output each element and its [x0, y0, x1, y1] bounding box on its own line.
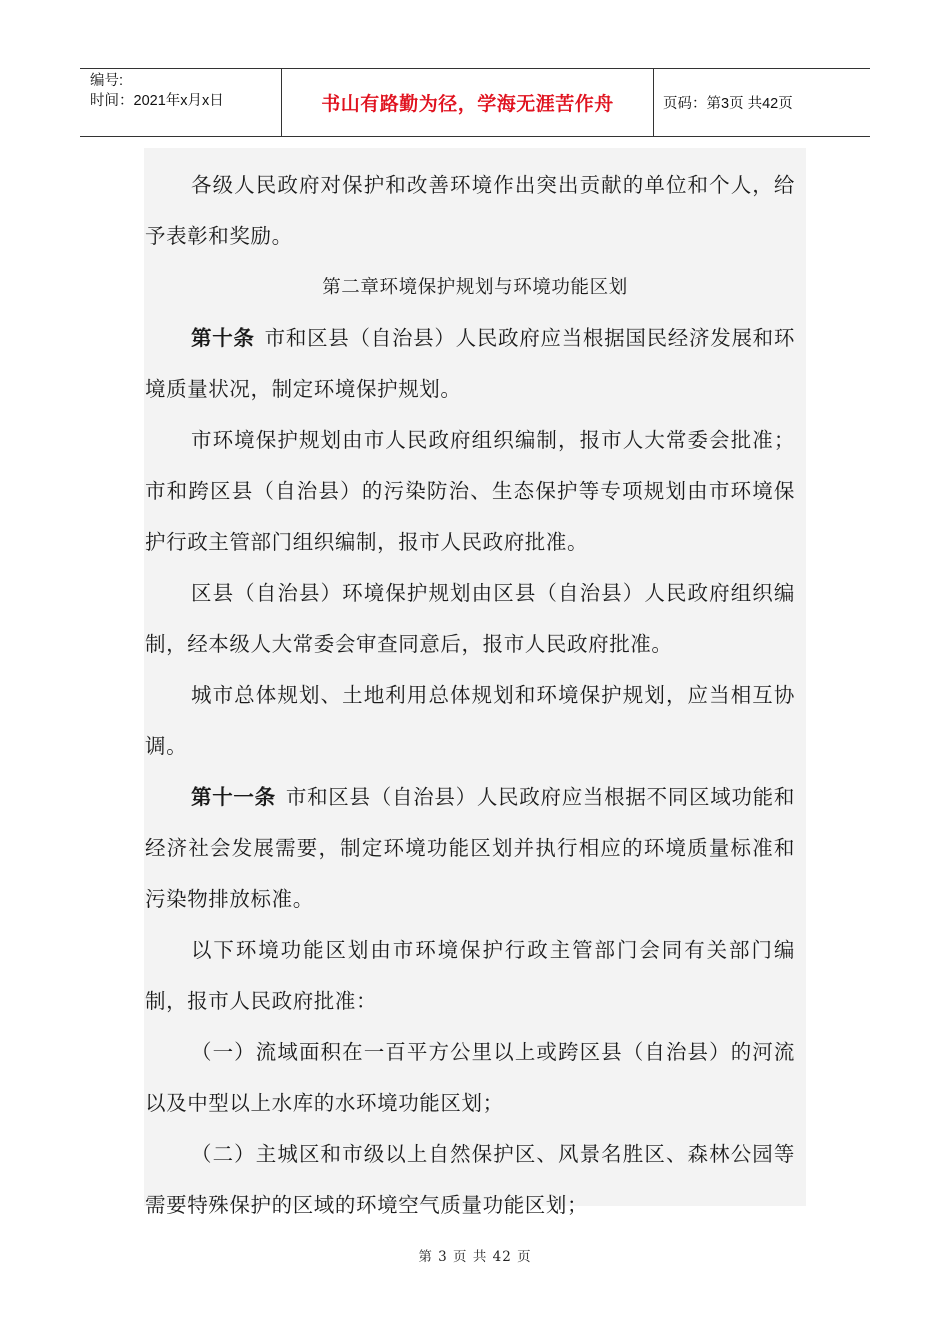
header-motto: 书山有路勤为径，学海无涯苦作舟: [282, 69, 654, 136]
article-11: [145, 772, 795, 925]
article-text: 市和区县（自治县）人民政府应当根据不同区域功能和经济社会发展需要，制定环境功能区划并执行相应的环境质量标准和污染物排放标准。: [145, 785, 795, 911]
list-item: （二）主城区和市级以上自然保护区、风景名胜区、森林公园等需要特殊保护的区域的环境空气质量功能区划；: [145, 1142, 795, 1217]
article-10: [145, 313, 795, 415]
document-header: [80, 68, 870, 137]
list-item: （一）流域面积在一百平方公里以上或跨区县（自治县）的河流以及中型以上水库的水环境功能区划；: [145, 1040, 795, 1115]
number-label: 编号:: [90, 73, 124, 89]
article-heading: 第十一条: [191, 785, 276, 809]
paragraph: 区县（自治县）环境保护规划由区县（自治县）人民政府组织编制，经本级人大常委会审查同意后，报市人民政府批准。: [145, 581, 795, 656]
header-meta: [80, 69, 282, 136]
date-label: 时间：2021年x月x日: [90, 93, 224, 109]
chapter-title: 第二章环境保护规划与环境功能区划: [322, 277, 628, 298]
document-body: [145, 160, 795, 1231]
paragraph: 城市总体规划、土地利用总体规划和环境保护规划，应当相互协调。: [145, 683, 795, 758]
page-footer: 第 3 页 共 42 页: [418, 1249, 532, 1265]
article-text: 市和区县（自治县）人民政府应当根据国民经济发展和环境质量状况，制定环境保护规划。: [145, 326, 795, 401]
article-heading: 第十条: [191, 326, 255, 350]
header-page-info: 页码：第3页 共42页: [663, 96, 793, 112]
paragraph: 以下环境功能区划由市环境保护行政主管部门会同有关部门编制，报市人民政府批准：: [145, 938, 795, 1013]
paragraph: 市环境保护规划由市人民政府组织编制，报市人大常委会批准；市和跨区县（自治县）的污染防治、生态保护等专项规划由市环境保护行政主管部门组织编制，报市人民政府批准。: [145, 428, 795, 554]
paragraph: 各级人民政府对保护和改善环境作出突出贡献的单位和个人，给予表彰和奖励。: [145, 173, 795, 248]
